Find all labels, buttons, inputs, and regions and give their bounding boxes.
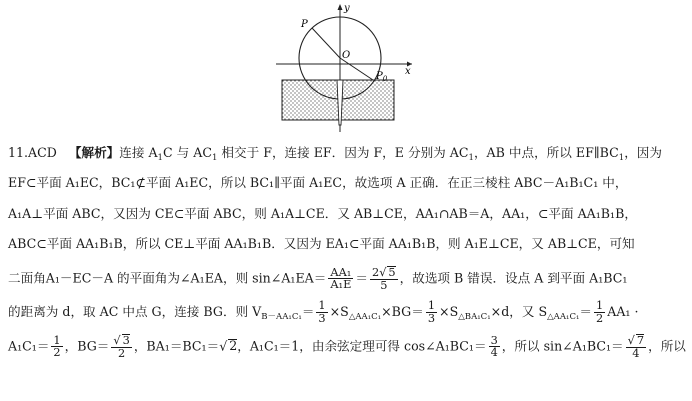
text: A₁C₁＝: [8, 338, 50, 354]
text: ，因为: [624, 145, 662, 160]
numerator: √ 7: [627, 333, 645, 347]
fraction: [51, 332, 62, 360]
denominator: 4: [490, 345, 498, 360]
text: ＝: [355, 270, 368, 286]
solution-line-3: A₁A⊥平面 ABC，又因为 CE⊂平面 ABC，则 A₁A⊥CE．又 AB⊥CE，AA₁∩AB＝A，AA₁，⊂平面 AA₁B₁B，: [8, 206, 637, 221]
text: 相交于 F，连接 EF．因为 F，E 分别为 AC: [217, 145, 469, 160]
y-axis-arrow: [338, 4, 343, 10]
text: ，BA₁＝BC₁＝: [133, 338, 220, 354]
label-p: P: [301, 19, 308, 30]
text: 连接 A: [119, 145, 158, 160]
denominator: 3: [318, 310, 326, 325]
fraction: [426, 300, 437, 325]
label-x: x: [405, 66, 411, 77]
radius-to-p: [312, 28, 340, 58]
text: ，故选项 B 错误．设点 A 到平面 A₁BC₁: [399, 270, 628, 286]
radicand: 5: [388, 265, 396, 279]
text: ×S: [439, 303, 459, 319]
solution-line-4: ABC⊂平面 AA₁B₁B，所以 CE⊥平面 AA₁B₁B．又因为 EA₁⊂平面 AA₁B₁B，则 A₁E⊥CE，又 AB⊥CE，可知: [8, 236, 635, 251]
fraction: [370, 266, 398, 292]
sub: 1: [618, 152, 625, 163]
denominator: 3: [427, 310, 436, 325]
radicand: 7: [636, 333, 645, 347]
text: C 与 AC: [163, 145, 212, 160]
text: ，A₁C₁＝1，由余弦定理可得 cos∠A₁BC₁＝: [237, 338, 487, 354]
numerator: 2√ 5: [371, 265, 396, 279]
text: ＝: [579, 303, 592, 319]
solution-line-2: EF⊂平面 A₁EC，BC₁⊄平面 A₁EC，所以 BC₁∥平面 A₁EC，故选项 A 正确．在正三棱柱 ABC－A₁B₁C₁ 中，: [8, 175, 628, 190]
fraction: [328, 264, 353, 292]
solution-line-6: [8, 300, 638, 325]
denominator: 2: [53, 345, 61, 360]
solution-line-1: [8, 145, 662, 161]
denominator: 5: [380, 277, 388, 292]
text: ×S: [329, 303, 349, 319]
text: ＝: [301, 303, 315, 319]
numerator: 1: [53, 332, 61, 347]
text: ，BG＝: [64, 338, 110, 354]
radicand: 3: [122, 333, 130, 347]
sub: △AA₁C₁: [348, 311, 382, 322]
label-p0: $P_0$: [376, 71, 388, 83]
denominator: 2: [118, 345, 126, 360]
text: ，AB 中点，所以 EF∥BC: [473, 145, 619, 160]
sub: 1: [157, 152, 163, 163]
numerator: 1: [427, 298, 436, 312]
question-number: 11.ACD: [8, 145, 57, 160]
circle-water-figure: [270, 0, 420, 135]
text: ，所以 sin∠A₁BC₁＝: [501, 338, 624, 354]
fraction: [111, 334, 131, 360]
fraction: [626, 334, 646, 360]
text: ×BG＝: [381, 303, 424, 319]
sub: 1: [468, 152, 474, 163]
label-o: O: [342, 50, 351, 61]
fraction: [316, 300, 327, 325]
text: ×d，又 S: [490, 303, 548, 319]
numerator: √ 3: [113, 333, 130, 347]
radius-to-p0: [340, 58, 373, 80]
fraction: [489, 332, 500, 360]
text: 二面角A₁－EC－A 的平面角为∠A₁EA，则 sin∠A₁EA＝: [8, 270, 327, 286]
solution-line-7: A₁C₁＝ $\frac{1}{2}$ ，BG＝ $\frac{√ 3}{2}$ ，BA₁＝BC₁＝√ 2，A₁C₁＝1，由余弦定理可得 cos∠A₁BC₁＝ $\frac{3}{4}$ ，所以 sin∠A₁BC₁＝ $\frac{√ 7}{4}$ ，所以: [8, 332, 686, 360]
radicand: 2: [229, 338, 238, 354]
label-y: y: [344, 3, 350, 14]
sub: △BA₁C₁: [458, 311, 491, 322]
numerator: 3: [490, 332, 498, 347]
numerator: 1: [596, 298, 604, 312]
text: AA₁ ·: [607, 303, 639, 319]
numerator: 1: [318, 298, 326, 312]
sub: 1: [211, 152, 218, 163]
denominator: 4: [632, 345, 640, 360]
text: 的距离为 d，取 AC 中点 G，连接 BG．则 V: [8, 303, 262, 319]
solution-line-5: [8, 266, 627, 292]
sub: B－AA₁C₁: [261, 311, 302, 322]
text: ，所以: [648, 338, 686, 354]
analysis-tag: 【解析】: [68, 145, 120, 160]
denominator: A₁E: [330, 277, 352, 292]
numerator: AA₁: [330, 264, 352, 279]
fraction: [594, 300, 605, 325]
sub: △AA₁C₁: [547, 311, 580, 322]
coef: 2: [371, 265, 380, 279]
denominator: 2: [596, 310, 604, 325]
